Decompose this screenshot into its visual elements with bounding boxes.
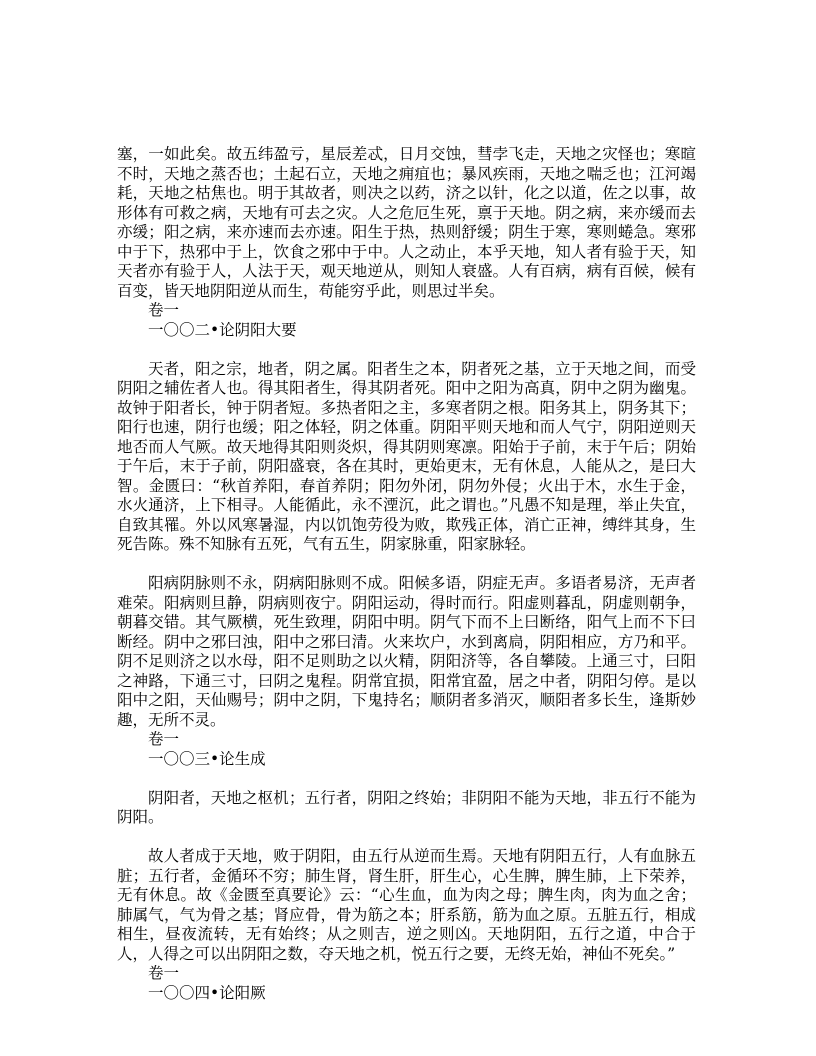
paragraph: 故人者成于天地，败于阴阳，由五行从逆而生焉。天地有阴阳五行，人有血脉五脏；五行者，金循环不穷；肺生肾，肾生肝，肝生心，心生脾，脾生肺，上下荣养，无有休息。故《金匮至真要论》云：“心生血，血为肉之母；脾生肉，肉为血之舍；肺属气，气为骨之基；肾应骨，骨为筋之本；肝系筋，筋为血之原。五脏五行，相成相生，昼夜流转，无有始终；从之则吉，逆之则凶。天地阴阳，五行之道，中合于人，人得之可以出阴阳之数，夺天地之机，悦五行之要，无终无始，神仙不死矣。” — [117, 847, 696, 963]
paragraph: 塞，一如此矣。故五纬盈亏，星辰差忒，日月交蚀，彗孛飞走，天地之灾怪也；寒暄不时，天地之蒸否也；土起石立，天地之痈疽也；暴风疾雨，天地之喘乏也；江河竭耗，天地之枯焦也。明于其故者，则决之以药，济之以针，化之以道，佐之以事，故形体有可救之病，天地有可去之灾。人之危厄生死，禀于天地。阴之病，来亦缓而去亦缓；阳之病，来亦速而去亦速。阳生于热，热则舒缓；阴生于寒，寒则蜷急。寒邪中于下，热邪中于上，饮食之邪中于中。人之动止，本乎天地，知人者有验于天，知天者亦有验于人，人法于天，观天地逆从，则知人衰盛。人有百病，病有百候，候有百变，皆天地阴阳逆从而生，苟能穷乎此，则思过半矣。 — [117, 145, 696, 300]
volume-label: 卷一 — [148, 301, 180, 319]
volume-label: 卷一 — [148, 730, 180, 748]
paragraph: 阳病阴脉则不永，阴病阳脉则不成。阳候多语，阴症无声。多语者易济，无声者难荣。阳病则旦静，阴病则夜宁。阴阳运动，得时而行。阳虚则暮乱，阴虚则朝争，朝暮交错。其气厥横，死生致理，阴阳中明。阴气下而不上曰断络，阳气上而不下曰断经。阴中之邪曰浊，阳中之邪曰清。火来坎户，水到离扃，阴阳相应，方乃和平。阴不足则济之以水母，阳不足则助之以火精，阴阳济等，各自攀陵。上通三寸，曰阳之神路，下通三寸，曰阴之鬼程。阴常宜损，阳常宜盈，居之中者，阴阳匀停。是以阳中之阳，天仙赐号；阴中之阴，下鬼持名；顺阴者多消灭，顺阳者多长生，逢斯妙趣，无所不灵。 — [117, 574, 696, 729]
section-heading: 一〇〇三•论生成 — [148, 749, 266, 768]
section-heading: 一〇〇二•论阴阳大要 — [148, 320, 297, 339]
paragraph: 阴阳者，天地之枢机；五行者，阴阳之终始；非阴阳不能为天地，非五行不能为阴阳。 — [117, 788, 696, 826]
volume-label: 卷一 — [148, 964, 180, 982]
paragraph: 天者，阳之宗，地者，阴之属。阳者生之本，阴者死之基，立于天地之间，而受阴阳之辅佐者人也。得其阳者生，得其阴者死。阳中之阳为高真，阴中之阴为幽鬼。故钟于阳者长，钟于阴者短。多热者阳之主，多寒者阴之根。阳务其上，阴务其下；阳行也速，阴行也缓；阳之体轻，阴之体重。阴阳平则天地和而人气宁，阴阳逆则天地否而人气厥。故天地得其阳则炎炽，得其阴则寒凛。阳始于子前，末于午后；阴始于午后，末于子前，阴阳盛衰，各在其时，更始更末，无有休息，人能从之，是曰大智。金匮曰：“秋首养阳，春首养阴；阳勿外闭，阴勿外侵；火出于木，水生于金，水火通济，上下相寻。人能循此，永不湮沉，此之谓也。”凡愚不知是理，举止失宜，自致其罹。外以风寒暑湿，内以饥饱劳役为败，欺残正体，消亡正神，缚绊其身，生死告陈。殊不知脉有五死，气有五生，阴家脉重，阳家脉轻。 — [117, 359, 696, 553]
section-heading: 一〇〇四•论阳厥 — [148, 983, 266, 1002]
